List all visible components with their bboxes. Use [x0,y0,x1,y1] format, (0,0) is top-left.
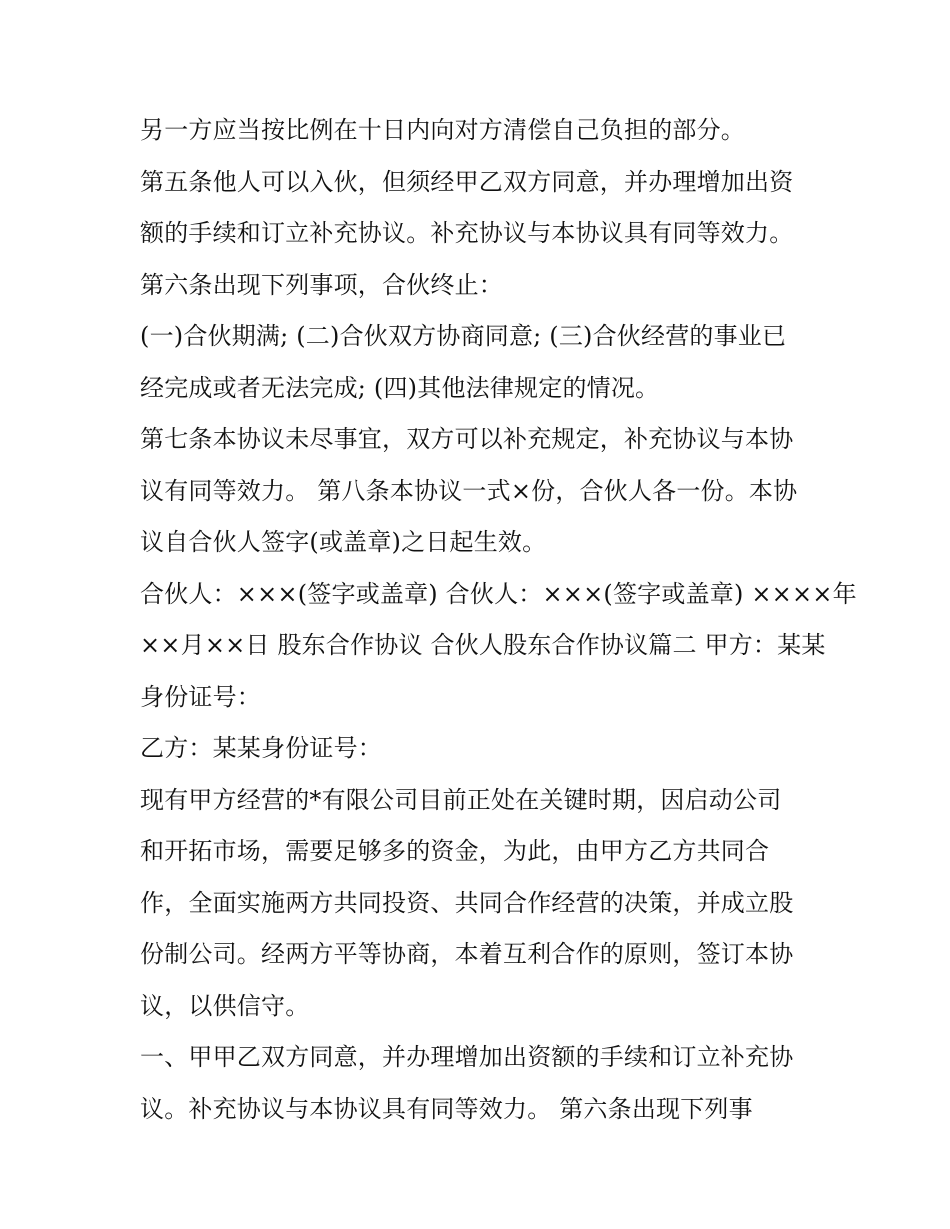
text-line: 议自合伙人签字(或盖章)之日起生效。 [140,528,547,556]
text-line: 第五条他人可以入伙，但须经甲乙双方同意，并办理增加出资 [140,167,794,196]
text-line: 现有甲方经营的*有限公司目前正处在关键时期，因启动公司 [140,785,782,814]
text-line: 合伙人：×××(签字或盖章) 合伙人：×××(签字或盖章) ××××年 [140,579,857,608]
text-line: 议有同等效力。 第八条本协议一式×份，合伙人各一份。本协 [140,476,798,505]
text-line: 第六条出现下列事项，合伙终止： [140,270,503,299]
text-line: 份制公司。经两方平等协商，本着互利合作的原则，签订本协 [140,940,794,968]
text-line: 作，全面实施两方共同投资、共同合作经营的决策，并成立股 [140,888,794,917]
text-line: 另一方应当按比例在十日内向对方清偿自己负担的部分。 [140,116,745,144]
text-line: 一、甲甲乙双方同意，并办理增加出资额的手续和订立补充协 [140,1043,794,1071]
text-line: ××月××日 股东合作协议 合伙人股东合作协议篇二 甲方：某某 [140,631,826,659]
text-line: 议。补充协议与本协议具有同等效力。 第六条出现下列事 [140,1094,753,1123]
text-line: 和开拓市场，需要足够多的资金，为此，由甲方乙方共同合 [140,837,770,865]
text-line: 额的手续和订立补充协议。补充协议与本协议具有同等效力。 [140,219,794,247]
text-line: 乙方：某某身份证号： [140,734,382,762]
text-line: 第七条本协议未尽事宜，双方可以补充规定，补充协议与本协 [140,425,794,453]
document-body [140,105,857,1135]
text-line: 经完成或者无法完成; (四)其他法律规定的情况。 [140,373,660,402]
text-line: (一)合伙期满; (二)合伙双方协商同意; (三)合伙经营的事业已 [140,322,787,350]
text-line: 议，以供信守。 [140,991,310,1020]
text-line: 身份证号： [140,682,261,711]
